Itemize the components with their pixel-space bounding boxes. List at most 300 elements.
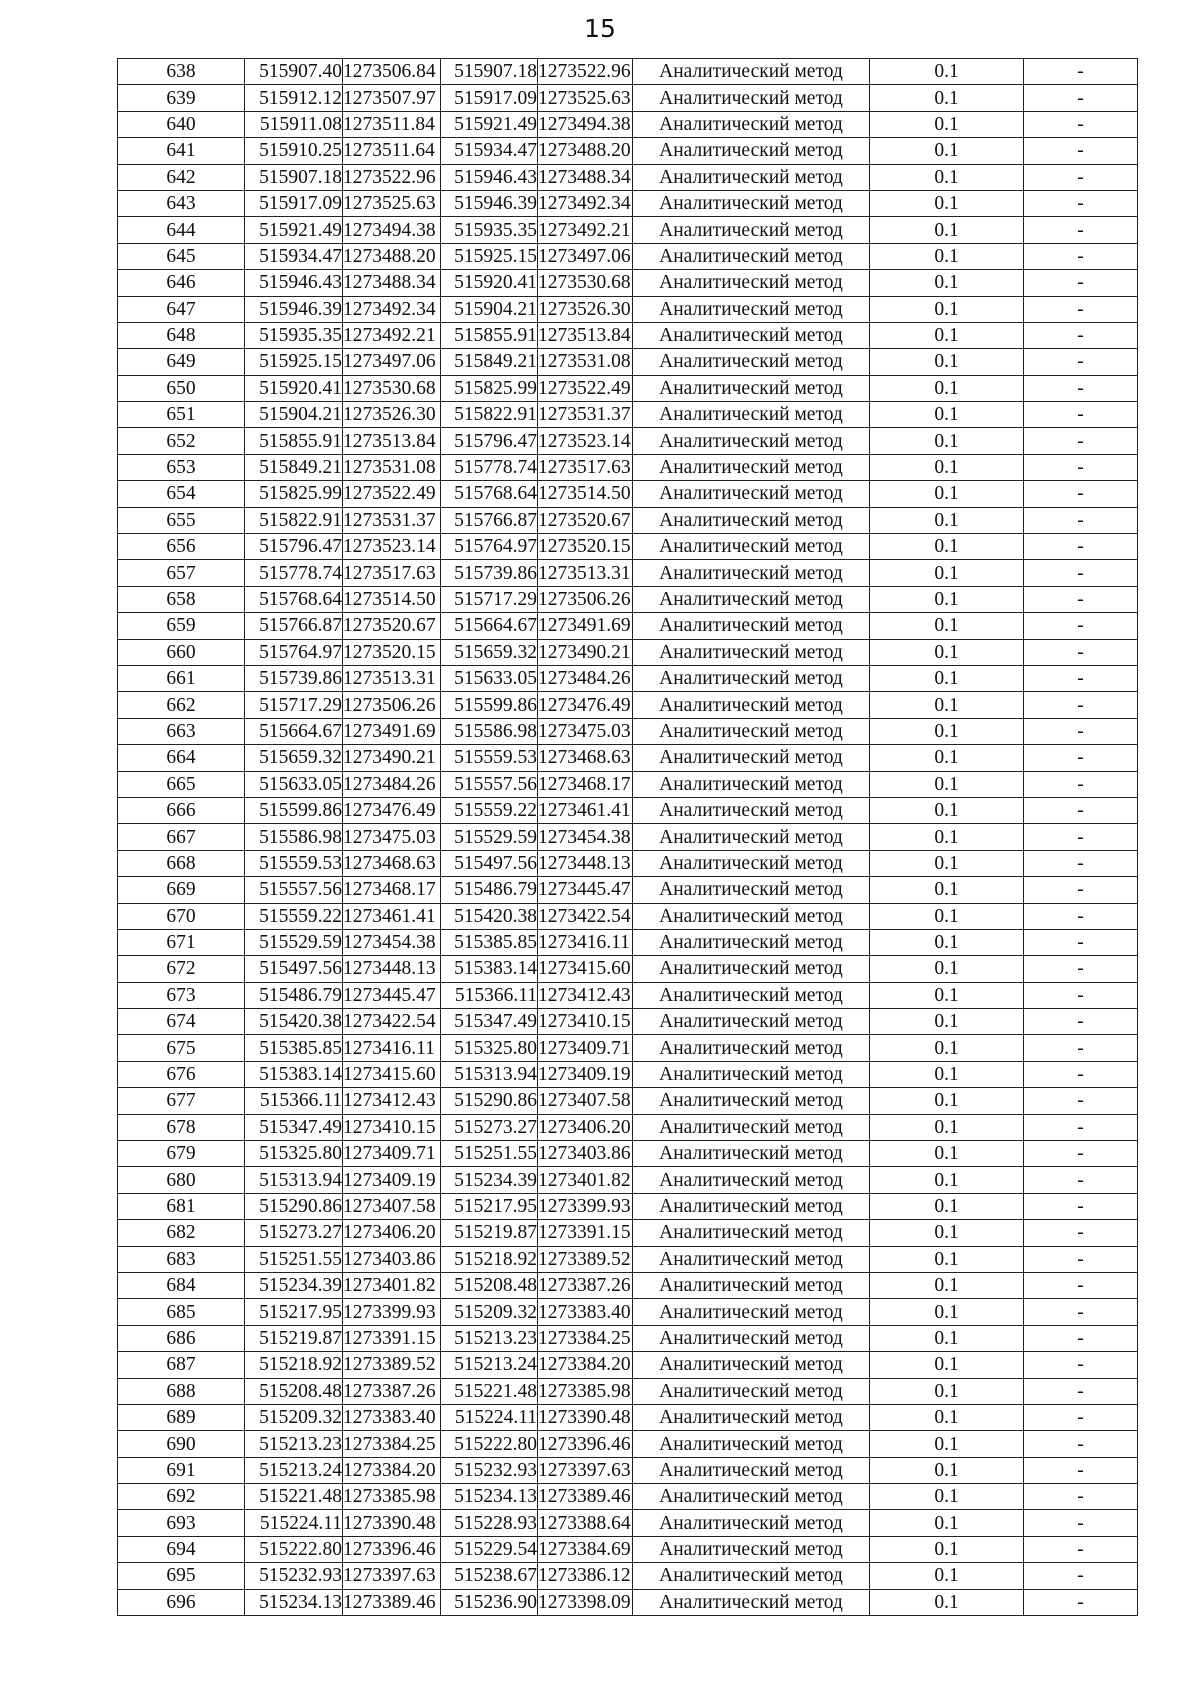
x1-cell: 515599.86 — [245, 797, 343, 823]
note-cell: - — [1024, 164, 1138, 190]
table-row — [118, 1114, 1138, 1140]
point-number-cell: 672 — [118, 956, 245, 982]
accuracy-cell: 0.1 — [870, 111, 1024, 137]
accuracy-cell: 0.1 — [870, 877, 1024, 903]
y2-cell: 1273383.40 — [538, 1299, 633, 1325]
y2-cell: 1273476.49 — [538, 692, 633, 718]
y2-cell: 1273531.08 — [538, 349, 633, 375]
y1-cell: 1273511.84 — [343, 111, 441, 137]
method-cell: Аналитический метод — [633, 375, 870, 401]
y1-cell: 1273506.84 — [343, 59, 441, 85]
method-cell: Аналитический метод — [633, 402, 870, 428]
y1-cell: 1273407.58 — [343, 1193, 441, 1219]
x2-cell: 515529.59 — [441, 824, 538, 850]
method-cell: Аналитический метод — [633, 534, 870, 560]
method-cell: Аналитический метод — [633, 1404, 870, 1430]
page-number: 15 — [584, 14, 616, 43]
y1-cell: 1273387.26 — [343, 1378, 441, 1404]
method-cell: Аналитический метод — [633, 956, 870, 982]
x2-cell: 515234.13 — [441, 1484, 538, 1510]
y2-cell: 1273445.47 — [538, 877, 633, 903]
note-cell: - — [1024, 138, 1138, 164]
table-row — [118, 560, 1138, 586]
accuracy-cell: 0.1 — [870, 771, 1024, 797]
x1-cell: 515934.47 — [245, 243, 343, 269]
point-number-cell: 646 — [118, 270, 245, 296]
point-number-cell: 676 — [118, 1061, 245, 1087]
accuracy-cell: 0.1 — [870, 481, 1024, 507]
point-number-cell: 654 — [118, 481, 245, 507]
y1-cell: 1273410.15 — [343, 1114, 441, 1140]
x1-cell: 515234.39 — [245, 1272, 343, 1298]
x1-cell: 515907.18 — [245, 164, 343, 190]
accuracy-cell: 0.1 — [870, 1035, 1024, 1061]
table-row — [118, 586, 1138, 612]
point-number-cell: 657 — [118, 560, 245, 586]
x2-cell: 515232.93 — [441, 1457, 538, 1483]
table-row — [118, 1325, 1138, 1351]
y2-cell: 1273403.86 — [538, 1141, 633, 1167]
point-number-cell: 674 — [118, 1009, 245, 1035]
y1-cell: 1273497.06 — [343, 349, 441, 375]
y2-cell: 1273409.19 — [538, 1061, 633, 1087]
method-cell: Аналитический метод — [633, 850, 870, 876]
table-row — [118, 1088, 1138, 1114]
note-cell: - — [1024, 1220, 1138, 1246]
note-cell: - — [1024, 428, 1138, 454]
method-cell: Аналитический метод — [633, 1536, 870, 1562]
x2-cell: 515946.43 — [441, 164, 538, 190]
point-number-cell: 644 — [118, 217, 245, 243]
y2-cell: 1273517.63 — [538, 454, 633, 480]
point-number-cell: 653 — [118, 454, 245, 480]
y2-cell: 1273491.69 — [538, 613, 633, 639]
y2-cell: 1273384.20 — [538, 1352, 633, 1378]
method-cell: Аналитический метод — [633, 824, 870, 850]
table-row — [118, 613, 1138, 639]
x1-cell: 515366.11 — [245, 1088, 343, 1114]
x2-cell: 515347.49 — [441, 1009, 538, 1035]
y1-cell: 1273488.20 — [343, 243, 441, 269]
y2-cell: 1273522.49 — [538, 375, 633, 401]
note-cell: - — [1024, 903, 1138, 929]
method-cell: Аналитический метод — [633, 1141, 870, 1167]
x2-cell: 515855.91 — [441, 322, 538, 348]
x1-cell: 515347.49 — [245, 1114, 343, 1140]
point-number-cell: 694 — [118, 1536, 245, 1562]
note-cell: - — [1024, 1088, 1138, 1114]
y2-cell: 1273416.11 — [538, 929, 633, 955]
y1-cell: 1273391.15 — [343, 1325, 441, 1351]
point-number-cell: 661 — [118, 665, 245, 691]
note-cell: - — [1024, 1457, 1138, 1483]
method-cell: Аналитический метод — [633, 349, 870, 375]
accuracy-cell: 0.1 — [870, 1431, 1024, 1457]
y1-cell: 1273520.67 — [343, 613, 441, 639]
x2-cell: 515218.92 — [441, 1246, 538, 1272]
x1-cell: 515497.56 — [245, 956, 343, 982]
table-row — [118, 507, 1138, 533]
table-row — [118, 111, 1138, 137]
x1-cell: 515764.97 — [245, 639, 343, 665]
point-number-cell: 668 — [118, 850, 245, 876]
accuracy-cell: 0.1 — [870, 190, 1024, 216]
x2-cell: 515383.14 — [441, 956, 538, 982]
y2-cell: 1273454.38 — [538, 824, 633, 850]
x2-cell: 515920.41 — [441, 270, 538, 296]
y1-cell: 1273488.34 — [343, 270, 441, 296]
table-row — [118, 164, 1138, 190]
method-cell: Аналитический метод — [633, 1378, 870, 1404]
y1-cell: 1273513.31 — [343, 665, 441, 691]
method-cell: Аналитический метод — [633, 454, 870, 480]
table-row — [118, 665, 1138, 691]
note-cell: - — [1024, 454, 1138, 480]
x2-cell: 515224.11 — [441, 1404, 538, 1430]
point-number-cell: 664 — [118, 745, 245, 771]
accuracy-cell: 0.1 — [870, 797, 1024, 823]
method-cell: Аналитический метод — [633, 85, 870, 111]
table-row — [118, 243, 1138, 269]
accuracy-cell: 0.1 — [870, 718, 1024, 744]
point-number-cell: 687 — [118, 1352, 245, 1378]
point-number-cell: 648 — [118, 322, 245, 348]
x1-cell: 515912.12 — [245, 85, 343, 111]
point-number-cell: 643 — [118, 190, 245, 216]
x2-cell: 515822.91 — [441, 402, 538, 428]
y1-cell: 1273415.60 — [343, 1061, 441, 1087]
x1-cell: 515925.15 — [245, 349, 343, 375]
y2-cell: 1273492.21 — [538, 217, 633, 243]
coordinates-table — [117, 58, 1138, 1616]
x1-cell: 515557.56 — [245, 877, 343, 903]
y2-cell: 1273514.50 — [538, 481, 633, 507]
y1-cell: 1273383.40 — [343, 1404, 441, 1430]
y2-cell: 1273520.15 — [538, 534, 633, 560]
accuracy-cell: 0.1 — [870, 1272, 1024, 1298]
y2-cell: 1273386.12 — [538, 1563, 633, 1589]
x2-cell: 515921.49 — [441, 111, 538, 137]
x2-cell: 515238.67 — [441, 1563, 538, 1589]
x1-cell: 515917.09 — [245, 190, 343, 216]
point-number-cell: 673 — [118, 982, 245, 1008]
method-cell: Аналитический метод — [633, 1220, 870, 1246]
table-row — [118, 692, 1138, 718]
x2-cell: 515925.15 — [441, 243, 538, 269]
x1-cell: 515218.92 — [245, 1352, 343, 1378]
y1-cell: 1273513.84 — [343, 428, 441, 454]
accuracy-cell: 0.1 — [870, 402, 1024, 428]
x2-cell: 515739.86 — [441, 560, 538, 586]
x2-cell: 515219.87 — [441, 1220, 538, 1246]
x2-cell: 515599.86 — [441, 692, 538, 718]
y1-cell: 1273525.63 — [343, 190, 441, 216]
note-cell: - — [1024, 1114, 1138, 1140]
x1-cell: 515659.32 — [245, 745, 343, 771]
table-row — [118, 1431, 1138, 1457]
x2-cell: 515313.94 — [441, 1061, 538, 1087]
table-row — [118, 1246, 1138, 1272]
note-cell: - — [1024, 718, 1138, 744]
note-cell: - — [1024, 402, 1138, 428]
accuracy-cell: 0.1 — [870, 138, 1024, 164]
x2-cell: 515228.93 — [441, 1510, 538, 1536]
note-cell: - — [1024, 59, 1138, 85]
y2-cell: 1273398.09 — [538, 1589, 633, 1615]
point-number-cell: 695 — [118, 1563, 245, 1589]
method-cell: Аналитический метод — [633, 1035, 870, 1061]
method-cell: Аналитический метод — [633, 138, 870, 164]
x2-cell: 515907.18 — [441, 59, 538, 85]
point-number-cell: 670 — [118, 903, 245, 929]
accuracy-cell: 0.1 — [870, 1484, 1024, 1510]
accuracy-cell: 0.1 — [870, 322, 1024, 348]
method-cell: Аналитический метод — [633, 1193, 870, 1219]
method-cell: Аналитический метод — [633, 929, 870, 955]
y1-cell: 1273397.63 — [343, 1563, 441, 1589]
accuracy-cell: 0.1 — [870, 1220, 1024, 1246]
accuracy-cell: 0.1 — [870, 1457, 1024, 1483]
y1-cell: 1273531.08 — [343, 454, 441, 480]
table-row — [118, 1563, 1138, 1589]
table-row — [118, 771, 1138, 797]
point-number-cell: 639 — [118, 85, 245, 111]
x2-cell: 515213.24 — [441, 1352, 538, 1378]
accuracy-cell: 0.1 — [870, 1325, 1024, 1351]
y2-cell: 1273461.41 — [538, 797, 633, 823]
point-number-cell: 690 — [118, 1431, 245, 1457]
accuracy-cell: 0.1 — [870, 745, 1024, 771]
y2-cell: 1273475.03 — [538, 718, 633, 744]
point-number-cell: 679 — [118, 1141, 245, 1167]
y2-cell: 1273384.25 — [538, 1325, 633, 1351]
x2-cell: 515934.47 — [441, 138, 538, 164]
y1-cell: 1273403.86 — [343, 1246, 441, 1272]
method-cell: Аналитический метод — [633, 296, 870, 322]
point-number-cell: 692 — [118, 1484, 245, 1510]
accuracy-cell: 0.1 — [870, 1299, 1024, 1325]
method-cell: Аналитический метод — [633, 507, 870, 533]
x1-cell: 515529.59 — [245, 929, 343, 955]
point-number-cell: 651 — [118, 402, 245, 428]
note-cell: - — [1024, 375, 1138, 401]
table-row — [118, 745, 1138, 771]
table-row — [118, 824, 1138, 850]
x1-cell: 515946.39 — [245, 296, 343, 322]
accuracy-cell: 0.1 — [870, 1193, 1024, 1219]
note-cell: - — [1024, 1431, 1138, 1457]
y2-cell: 1273387.26 — [538, 1272, 633, 1298]
table-row — [118, 1061, 1138, 1087]
x1-cell: 515486.79 — [245, 982, 343, 1008]
y1-cell: 1273412.43 — [343, 1088, 441, 1114]
method-cell: Аналитический метод — [633, 322, 870, 348]
note-cell: - — [1024, 745, 1138, 771]
y1-cell: 1273468.63 — [343, 850, 441, 876]
point-number-cell: 691 — [118, 1457, 245, 1483]
accuracy-cell: 0.1 — [870, 1009, 1024, 1035]
x1-cell: 515234.13 — [245, 1589, 343, 1615]
point-number-cell: 642 — [118, 164, 245, 190]
y1-cell: 1273385.98 — [343, 1484, 441, 1510]
x1-cell: 515213.24 — [245, 1457, 343, 1483]
method-cell: Аналитический метод — [633, 1484, 870, 1510]
accuracy-cell: 0.1 — [870, 534, 1024, 560]
x2-cell: 515917.09 — [441, 85, 538, 111]
point-number-cell: 696 — [118, 1589, 245, 1615]
x1-cell: 515251.55 — [245, 1246, 343, 1272]
table-row — [118, 877, 1138, 903]
method-cell: Аналитический метод — [633, 111, 870, 137]
table-row — [118, 639, 1138, 665]
method-cell: Аналитический метод — [633, 1563, 870, 1589]
y2-cell: 1273530.68 — [538, 270, 633, 296]
accuracy-cell: 0.1 — [870, 1378, 1024, 1404]
x1-cell: 515768.64 — [245, 586, 343, 612]
y2-cell: 1273520.67 — [538, 507, 633, 533]
y2-cell: 1273397.63 — [538, 1457, 633, 1483]
point-number-cell: 669 — [118, 877, 245, 903]
x1-cell: 515224.11 — [245, 1510, 343, 1536]
x2-cell: 515557.56 — [441, 771, 538, 797]
point-number-cell: 689 — [118, 1404, 245, 1430]
table-row — [118, 1589, 1138, 1615]
method-cell: Аналитический метод — [633, 1431, 870, 1457]
note-cell: - — [1024, 270, 1138, 296]
y2-cell: 1273523.14 — [538, 428, 633, 454]
note-cell: - — [1024, 111, 1138, 137]
x1-cell: 515209.32 — [245, 1404, 343, 1430]
accuracy-cell: 0.1 — [870, 507, 1024, 533]
accuracy-cell: 0.1 — [870, 1352, 1024, 1378]
note-cell: - — [1024, 507, 1138, 533]
y1-cell: 1273522.96 — [343, 164, 441, 190]
y2-cell: 1273484.26 — [538, 665, 633, 691]
x2-cell: 515217.95 — [441, 1193, 538, 1219]
accuracy-cell: 0.1 — [870, 454, 1024, 480]
table-row — [118, 138, 1138, 164]
table-row — [118, 1378, 1138, 1404]
y1-cell: 1273514.50 — [343, 586, 441, 612]
y1-cell: 1273517.63 — [343, 560, 441, 586]
y1-cell: 1273384.25 — [343, 1431, 441, 1457]
note-cell: - — [1024, 1563, 1138, 1589]
x1-cell: 515766.87 — [245, 613, 343, 639]
x2-cell: 515234.39 — [441, 1167, 538, 1193]
point-number-cell: 682 — [118, 1220, 245, 1246]
y1-cell: 1273526.30 — [343, 402, 441, 428]
accuracy-cell: 0.1 — [870, 1167, 1024, 1193]
table-row — [118, 1167, 1138, 1193]
method-cell: Аналитический метод — [633, 639, 870, 665]
x2-cell: 515251.55 — [441, 1141, 538, 1167]
method-cell: Аналитический метод — [633, 982, 870, 1008]
y2-cell: 1273513.31 — [538, 560, 633, 586]
y2-cell: 1273389.46 — [538, 1484, 633, 1510]
table-row — [118, 1220, 1138, 1246]
accuracy-cell: 0.1 — [870, 665, 1024, 691]
y1-cell: 1273490.21 — [343, 745, 441, 771]
point-number-cell: 652 — [118, 428, 245, 454]
accuracy-cell: 0.1 — [870, 296, 1024, 322]
accuracy-cell: 0.1 — [870, 428, 1024, 454]
method-cell: Аналитический метод — [633, 428, 870, 454]
note-cell: - — [1024, 1246, 1138, 1272]
note-cell: - — [1024, 1167, 1138, 1193]
table-row — [118, 190, 1138, 216]
y2-cell: 1273488.20 — [538, 138, 633, 164]
accuracy-cell: 0.1 — [870, 270, 1024, 296]
method-cell: Аналитический метод — [633, 217, 870, 243]
table-row — [118, 1352, 1138, 1378]
accuracy-cell: 0.1 — [870, 560, 1024, 586]
accuracy-cell: 0.1 — [870, 1536, 1024, 1562]
x1-cell: 515849.21 — [245, 454, 343, 480]
x2-cell: 515420.38 — [441, 903, 538, 929]
y2-cell: 1273490.21 — [538, 639, 633, 665]
note-cell: - — [1024, 1035, 1138, 1061]
x1-cell: 515904.21 — [245, 402, 343, 428]
note-cell: - — [1024, 1193, 1138, 1219]
x1-cell: 515907.40 — [245, 59, 343, 85]
accuracy-cell: 0.1 — [870, 1114, 1024, 1140]
note-cell: - — [1024, 665, 1138, 691]
y2-cell: 1273525.63 — [538, 85, 633, 111]
method-cell: Аналитический метод — [633, 243, 870, 269]
y1-cell: 1273491.69 — [343, 718, 441, 744]
x1-cell: 515739.86 — [245, 665, 343, 691]
table-row — [118, 903, 1138, 929]
point-number-cell: 647 — [118, 296, 245, 322]
note-cell: - — [1024, 956, 1138, 982]
method-cell: Аналитический метод — [633, 1167, 870, 1193]
table-row — [118, 85, 1138, 111]
point-number-cell: 667 — [118, 824, 245, 850]
table-row — [118, 402, 1138, 428]
point-number-cell: 649 — [118, 349, 245, 375]
x1-cell: 515855.91 — [245, 428, 343, 454]
x2-cell: 515586.98 — [441, 718, 538, 744]
x1-cell: 515385.85 — [245, 1035, 343, 1061]
x2-cell: 515904.21 — [441, 296, 538, 322]
table-row — [118, 481, 1138, 507]
accuracy-cell: 0.1 — [870, 850, 1024, 876]
y2-cell: 1273389.52 — [538, 1246, 633, 1272]
y2-cell: 1273388.64 — [538, 1510, 633, 1536]
note-cell: - — [1024, 296, 1138, 322]
y2-cell: 1273422.54 — [538, 903, 633, 929]
accuracy-cell: 0.1 — [870, 824, 1024, 850]
note-cell: - — [1024, 1272, 1138, 1298]
table-row — [118, 217, 1138, 243]
y1-cell: 1273492.21 — [343, 322, 441, 348]
method-cell: Аналитический метод — [633, 1272, 870, 1298]
accuracy-cell: 0.1 — [870, 586, 1024, 612]
note-cell: - — [1024, 692, 1138, 718]
y1-cell: 1273531.37 — [343, 507, 441, 533]
point-number-cell: 685 — [118, 1299, 245, 1325]
x1-cell: 515911.08 — [245, 111, 343, 137]
point-number-cell: 663 — [118, 718, 245, 744]
x1-cell: 515219.87 — [245, 1325, 343, 1351]
x2-cell: 515946.39 — [441, 190, 538, 216]
y2-cell: 1273448.13 — [538, 850, 633, 876]
y1-cell: 1273475.03 — [343, 824, 441, 850]
x1-cell: 515920.41 — [245, 375, 343, 401]
table-row — [118, 454, 1138, 480]
table-row — [118, 1035, 1138, 1061]
point-number-cell: 641 — [118, 138, 245, 164]
